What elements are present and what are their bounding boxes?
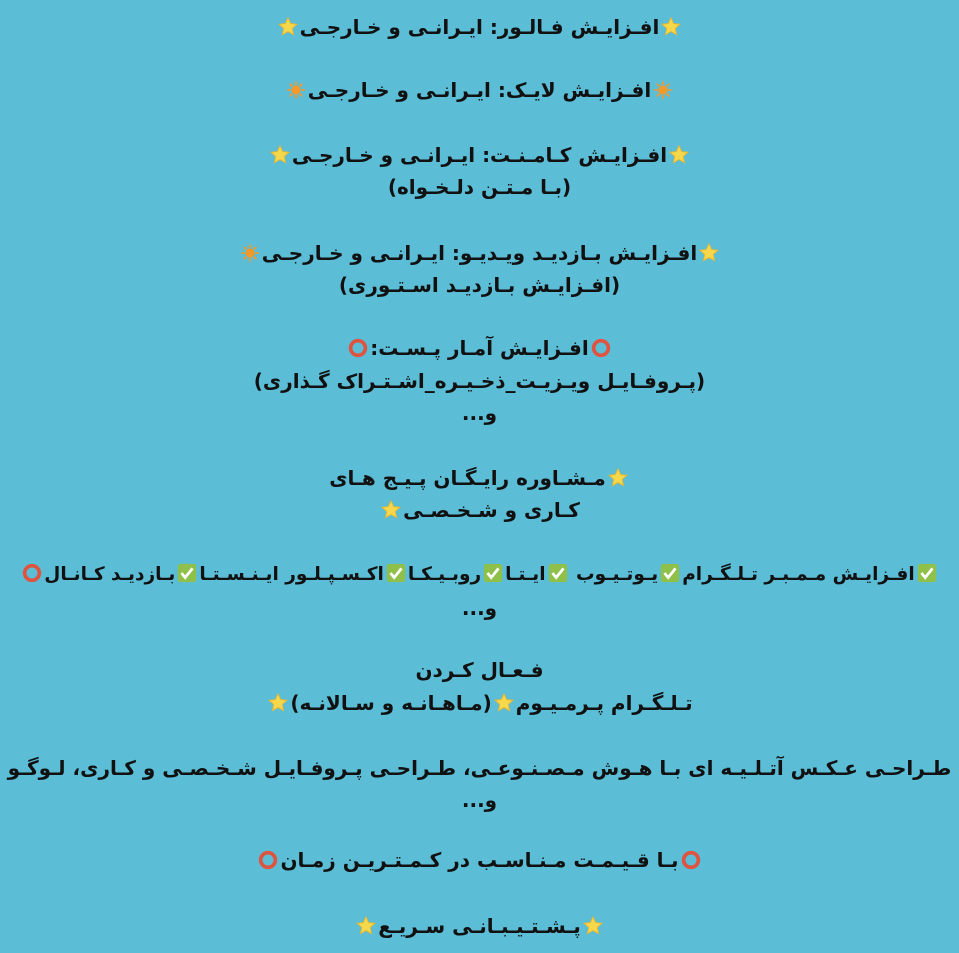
service-insta-explore: اکـسـپـلـور ایـنـسـتـا xyxy=(199,564,384,585)
sun-icon xyxy=(652,79,674,101)
service-rubika: روبـیـکـا xyxy=(407,564,482,585)
check-icon xyxy=(176,562,198,584)
video-views-line xyxy=(0,238,959,268)
post-stats-text: افـزایـش آمـار پـسـت: xyxy=(370,336,589,360)
star-icon xyxy=(277,16,299,38)
post-stats-subline: (پـروفـایـل ویـزیـت_ذخـیـره_اشـتـراک گـذاری) xyxy=(253,369,706,393)
service-channel-views: بـازدیـد کـانـال xyxy=(44,564,176,585)
star-icon xyxy=(269,144,291,166)
price-text: بـا قـیـمـت مـنـاسـب در کـمـتـریـن زمـان xyxy=(280,848,679,872)
star-icon xyxy=(607,467,629,489)
star-icon xyxy=(380,499,402,521)
comments-subline: (بـا مـتـن دلـخـواه) xyxy=(387,175,572,199)
service-telegram-members: افـزایـش مـمـبـر تـلـگـرام xyxy=(682,564,915,585)
star-icon xyxy=(668,144,690,166)
etc-text: و... xyxy=(461,788,498,812)
star-icon xyxy=(582,915,604,937)
service-eitaa: ایـتـا xyxy=(505,564,546,585)
sun-icon xyxy=(285,79,307,101)
check-icon xyxy=(659,562,681,584)
check-icon xyxy=(482,562,504,584)
comments-line xyxy=(0,140,959,170)
premium-period-text: (مـاهـانـه و سـالانـه) xyxy=(290,691,492,715)
ring-icon xyxy=(590,337,612,359)
activate-line: فـعـال کـردن xyxy=(415,658,544,682)
ring-icon xyxy=(680,849,702,871)
check-icon xyxy=(385,562,407,584)
likes-text: افـزایـش لایـک: ایـرانـی و خـارجـی xyxy=(307,78,652,102)
etc-text: و... xyxy=(461,596,498,620)
followers-text: افـزایـش فـالـور: ایـرانـی و خـارجـی xyxy=(299,15,660,39)
services-line xyxy=(0,560,959,590)
comments-text: افـزایـش کـامـنـت: ایـرانـی و خـارجـی xyxy=(291,143,668,167)
followers-line xyxy=(0,12,959,42)
consultation-text: مـشـاوره رایـگـان پـیـج هـای xyxy=(329,466,606,490)
ring-icon xyxy=(21,562,43,584)
support-text: پـشـتـیـبـانـی سـریـع xyxy=(378,914,581,938)
ring-icon xyxy=(347,337,369,359)
price-line xyxy=(0,845,959,875)
ai-design-line: طـراحـی عـکـس آتـلـیـه ای بـا هـوش مـصـنـوعـی، طـراحـی پـروفـایـل شـخـصـی و کـاری، لـوگـو xyxy=(7,756,952,780)
support-line xyxy=(0,911,959,941)
consultation-subline xyxy=(0,495,959,525)
service-youtube: یـوتـیـوب xyxy=(576,564,659,585)
ring-icon xyxy=(257,849,279,871)
consultation-subtext: کـاری و شـخـصـی xyxy=(403,498,580,522)
star-icon xyxy=(355,915,377,937)
consultation-line xyxy=(0,463,959,493)
star-icon xyxy=(660,16,682,38)
premium-text: تـلـگـرام پـرمـیـوم xyxy=(515,691,693,715)
star-icon xyxy=(267,692,289,714)
post-stats-line xyxy=(0,333,959,363)
check-icon xyxy=(916,562,938,584)
star-icon xyxy=(698,242,720,264)
video-views-text: افـزایـش بـازدیـد ویـدیـو: ایـرانـی و خـارجـی xyxy=(261,241,698,265)
check-icon xyxy=(547,562,569,584)
premium-line xyxy=(0,688,959,718)
etc-text: و... xyxy=(461,401,498,425)
star-icon xyxy=(493,692,515,714)
sun-icon xyxy=(239,242,261,264)
likes-line xyxy=(0,75,959,105)
video-views-subline: (افـزایـش بـازدیـد اسـتـوری) xyxy=(338,273,621,297)
